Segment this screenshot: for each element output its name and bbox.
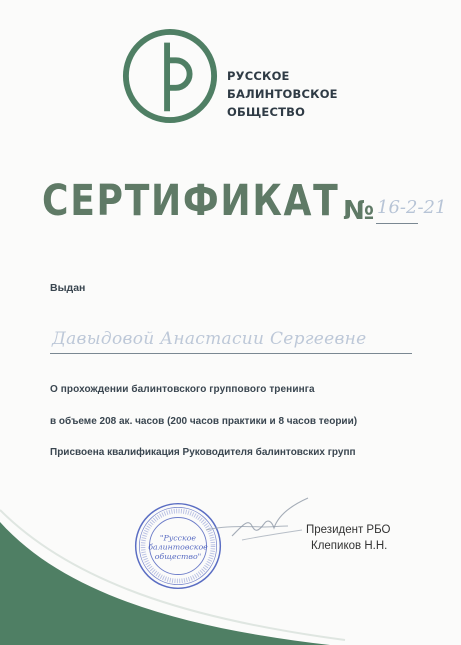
organization-name-line: ОБЩЕСТВО (227, 105, 306, 119)
signatory-name: Клепиков Н.Н. (311, 540, 388, 552)
organization-name-line: БАЛИНТОВСКОЕ (227, 87, 338, 101)
training-hours: в объеме 208 ак. часов (200 часов практики и 8 часов теории) (50, 416, 358, 427)
organization-name-line: РУССКОЕ (227, 69, 290, 83)
issued-label: Выдан (50, 282, 86, 294)
qualification-awarded: Присвоена квалификация Руководителя балинтовских групп (50, 447, 356, 458)
training-description: О прохождении балинтовского группового тренинга (50, 384, 315, 395)
organization-logo-icon (121, 27, 219, 125)
stamp-text-line: "Русское (159, 533, 197, 543)
recipient-name: Давыдовой Анастасии Сергеевне (52, 329, 367, 349)
certificate-number-underline (376, 223, 418, 224)
certificate-title: СЕРТИФИКАТ (42, 176, 340, 226)
certificate-number: 16-2-21 (377, 197, 447, 218)
organization-name (227, 67, 338, 121)
signatory-title: Президент РБО (306, 524, 391, 536)
recipient-underline (50, 353, 412, 354)
certificate-number-sign: № (343, 196, 375, 226)
stamp-text-line: балинтовское (148, 542, 208, 552)
stamp-text-line: общество" (154, 551, 202, 561)
handwritten-signature (202, 496, 312, 558)
